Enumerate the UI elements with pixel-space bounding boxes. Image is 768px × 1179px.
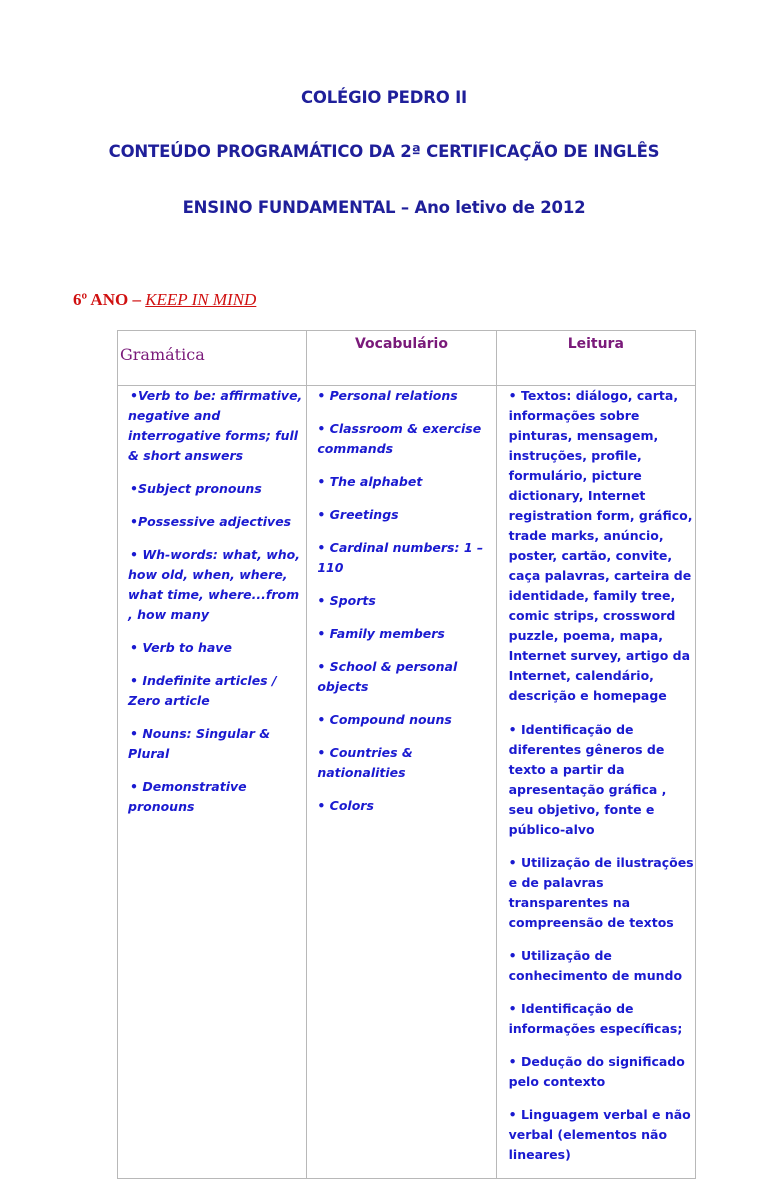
list-item: • Utilização de ilustrações e de palavras transparentes na compreensão de textos bbox=[508, 855, 694, 930]
syllabus-table bbox=[117, 330, 696, 1179]
document-subtitle: ENSINO FUNDAMENTAL – Ano letivo de 2012 bbox=[182, 198, 586, 217]
school-name: COLÉGIO PEDRO II bbox=[301, 88, 467, 107]
list-item: • School & personal objects bbox=[317, 659, 458, 694]
list-item: • Countries & nationalities bbox=[317, 745, 413, 780]
leitura-list bbox=[497, 386, 695, 1165]
list-item: • Identificação de diferentes gêneros de texto a partir da apresentação gráfica , seu objetivo, fonte e público-alvo bbox=[508, 722, 667, 837]
book-title: KEEP IN MIND bbox=[145, 290, 257, 309]
grade-heading bbox=[73, 290, 256, 310]
list-item: • Dedução do significado pelo contexto bbox=[508, 1054, 685, 1089]
list-item: • Nouns: Singular & Plural bbox=[128, 726, 271, 761]
list-item: •Possessive adjectives bbox=[130, 514, 292, 529]
list-item: •Verb to be: affirmative, negative and interrogative forms; full & short answers bbox=[128, 388, 303, 463]
table-body-row bbox=[118, 386, 696, 1179]
document-title: CONTEÚDO PROGRAMÁTICO DA 2ª CERTIFICAÇÃO DE INGLÊS bbox=[108, 142, 660, 161]
list-item: • Greetings bbox=[317, 507, 399, 522]
list-item: • Textos: diálogo, carta, informações sobre pinturas, mensagem, instruções, profile, formulário, picture dictionary, Internet registration form, gráfico, trade marks, anúncio, poster, cartão, convite, caça palavras, carteira de identidade, family tree, comic strips, crossword puzzle, poema, mapa, Internet survey, artigo da Internet, calendário, descrição e homepage bbox=[508, 388, 693, 703]
gramatica-list bbox=[118, 386, 306, 817]
list-item: •Subject pronouns bbox=[130, 481, 262, 496]
column-header-gramatica: Gramática bbox=[118, 331, 307, 386]
list-item: • Utilização de conhecimento de mundo bbox=[508, 948, 683, 983]
list-item: • Wh-words: what, who, how old, when, where, what time, where...from , how many bbox=[128, 547, 300, 622]
list-item: • The alphabet bbox=[317, 474, 423, 489]
list-item: • Family members bbox=[317, 626, 445, 641]
gramatica-cell bbox=[118, 386, 307, 1179]
list-item: • Linguagem verbal e não verbal (elementos não lineares) bbox=[508, 1107, 691, 1162]
leitura-cell bbox=[496, 386, 695, 1179]
vocabulario-cell bbox=[307, 386, 496, 1179]
list-item: • Cardinal numbers: 1 – 110 bbox=[317, 540, 484, 575]
grade-label: 6º ANO – bbox=[73, 290, 146, 309]
list-item: • Colors bbox=[317, 798, 374, 813]
table-header-row bbox=[118, 331, 696, 386]
column-header-leitura: Leitura bbox=[496, 331, 695, 386]
vocabulario-list bbox=[307, 386, 495, 816]
list-item: • Indefinite articles / Zero article bbox=[128, 673, 277, 708]
list-item: • Verb to have bbox=[130, 640, 232, 655]
list-item: • Classroom & exercise commands bbox=[317, 421, 482, 456]
list-item: • Sports bbox=[317, 593, 376, 608]
list-item: • Compound nouns bbox=[317, 712, 452, 727]
list-item: • Demonstrative pronouns bbox=[128, 779, 247, 814]
list-item: • Personal relations bbox=[317, 388, 458, 403]
list-item: • Identificação de informações específicas; bbox=[508, 1001, 683, 1036]
column-header-vocabulario: Vocabulário bbox=[307, 331, 496, 386]
